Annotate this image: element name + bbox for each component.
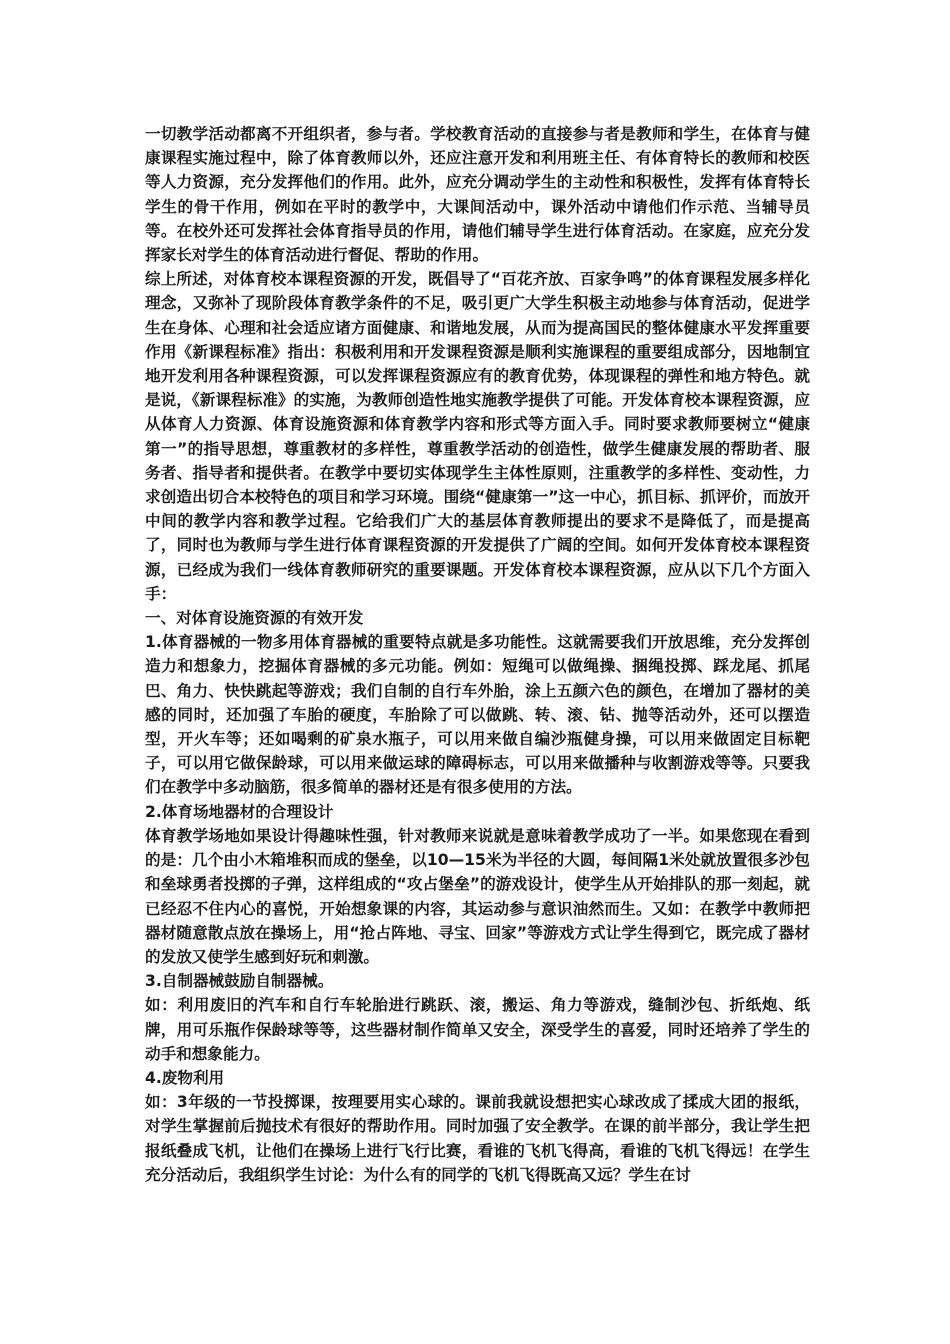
subsection-heading: 2.体育场地器材的合理设计 (145, 802, 334, 821)
paragraph: 1.体育器械的一物多用体育器械的重要特点就是多功能性。这就需要我们开放思维，充分发挥创造力和想象力，挖掘体育器械的多元功能。例如：短绳可以做绳操、捆绳投掷、踩龙尾、抓尾巴、角力、快快跳起等游戏；我们自制的自行车外胎，涂上五颜六色的颜色，在增加了器材的美感的同时，还加强了车胎的硬度，车胎除了可以做跳、转、滚、钻、抛等活动外，还可以摆造型，开火车等；还如喝剩的矿泉水瓶子，可以用来做自编沙瓶健身操，可以用来做固定目标靶子，可以用它做保龄球，可以用来做运球的障碍标志，可以用来做播种与收割游戏等等。只要我们在教学中多动脑筋，很多简单的器材还是有很多使用的方法。 (145, 633, 810, 797)
paragraph: 综上所述，对体育校本课程资源的开发，既倡导了“百花齐放、百家争鸣”的体育课程发展多样化理念，又弥补了现阶段体育教学条件的不足，吸引更广大学生积极主动地参与体育活动，促进学生在身体、心理和社会适应诸方面健康、和谐地发展，从而为提高国民的整体健康水平发挥重要作用《新课程标准》指出：积极利用和开发课程资源是顺利实施课程的重要组成部分，因地制宜地开发利用各种课程资源，可以发挥课程资源应有的教育优势，体现课程的弹性和地方特色。就是说，《新课程标准》的实施，为教师创造性地实施教学提供了可能。开发体育校本课程资源，应从体育人力资源、体育设施资源和体育教学内容和形式等方面入手。同时要求教师要树立“健康第一”的指导思想，尊重教材的多样性，尊重教学活动的创造性，做学生健康发展的帮助者、服务者、指导者和提供者。在教学中要切实体现学生主体性原则，注重教学的多样性、变动性，力求创造出切合本校特色的项目和学习环境。围绕“健康第一”这一中心，抓目标、抓评价，而放开中间的教学内容和教学过程。它给我们广大的基层体育教师提出的要求不是降低了，而是提高了，同时也为教师与学生进行体育课程资源的开发提供了广阔的空间。如何开发体育校本课程资源，已经成为我们一线体育教师研究的重要课题。开发体育校本课程资源，应从以下几个方面入手： (145, 270, 810, 603)
subsection-heading: 3.自制器械鼓励自制器械。 (145, 972, 334, 991)
paragraph: 如：3年级的一节投掷课，按理要用实心球的。课前我就设想把实心球改成了揉成大团的报纸，对学生掌握前后抛技术有很好的帮助作用。同时加强了安全教学。在课的前半部分，我让学生把报纸叠成飞机，让他们在操场上进行飞行比赛，看谁的飞机飞得高，看谁的飞机飞得远！在学生充分活动后，我组织学生讨论：为什么有的同学的飞机飞得既高又远？学生在讨 (145, 1093, 810, 1184)
section-heading: 一、对体育设施资源的有效开发 (145, 609, 364, 628)
paragraph: 体育教学场地如果设计得趣味性强，针对教师来说就是意味着教学成功了一半。如果您现在看到的是：几个由小木箱堆积而成的堡垒，以10—15米为半径的大圆，每间隔1米处就放置很多沙包和垒球勇者投掷的子弹，这样组成的“攻占堡垒”的游戏设计，使学生从开始排队的那一刻起，就已经忍不住内心的喜悦，开始想象课的内容，其运动参与意识油然而生。又如：在教学中教师把器材随意散点放在操场上，用“抢占阵地、寻宝、回家”等游戏方式让学生得到它，既完成了器材的发放又使学生感到好玩和刺激。 (145, 826, 810, 966)
paragraph: 一切教学活动都离不开组织者，参与者。学校教育活动的直接参与者是教师和学生，在体育与健康课程实施过程中，除了体育教师以外，还应注意开发和利用班主任、有体育特长的教师和校医等人力资源，充分发挥他们的作用。此外，应充分调动学生的主动性和积极性，发挥有体育特长学生的骨干作用，例如在平时的教学中，大课间活动中，课外活动中请他们作示范、当辅导员等。在校外还可发挥社会体育指导员的作用，请他们辅导学生进行体育活动。在家庭，应充分发挥家长对学生的体育活动进行督促、帮助的作用。 (145, 125, 810, 265)
subsection-heading: 4.废物利用 (145, 1068, 225, 1087)
document-body (145, 122, 810, 1187)
paragraph: 如：利用废旧的汽车和自行车轮胎进行跳跃、滚，搬运、角力等游戏，缝制沙包、折纸炮、纸牌，用可乐瓶作保龄球等等，这些器材制作简单又安全，深受学生的喜爱，同时还培养了学生的动手和想象能力。 (145, 996, 810, 1063)
